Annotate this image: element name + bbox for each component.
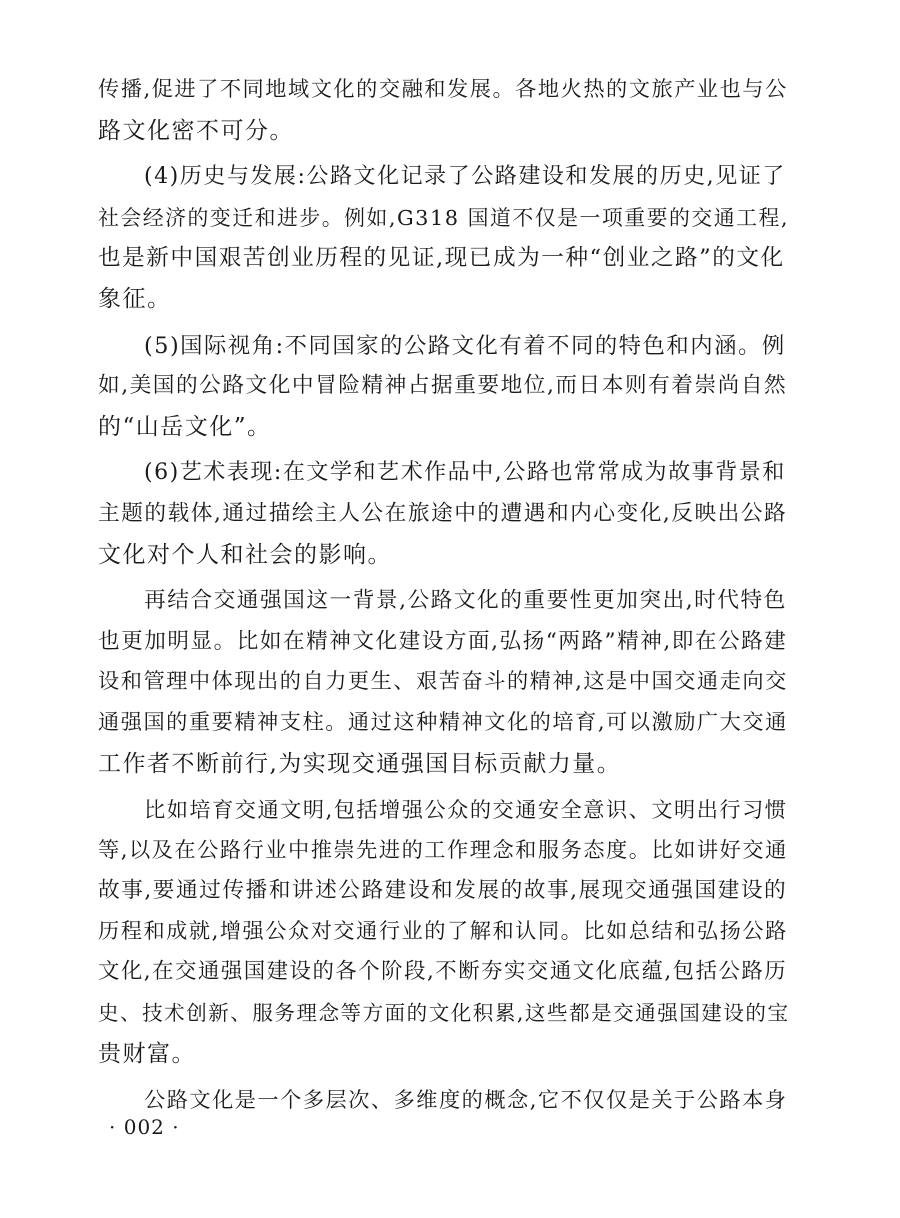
- text-line: 史、技术创新、服务理念等方面的文化积累,这些都是交通强国建设的宝: [98, 1001, 790, 1026]
- text-line: 也更加明显。比如在精神文化建设方面,弘扬“两路”精神,即在公路建: [98, 628, 788, 654]
- paragraph-history-development: [98, 157, 788, 319]
- text-line: 故事,要通过传播和讲述公路建设和发展的故事,展现交通强国建设的: [98, 878, 788, 904]
- text-line: 文化对个人和社会的影响。: [98, 541, 392, 568]
- text-line: 社会经济的变迁和进步。例如,G318 国道不仅是一项重要的交通工程,: [98, 205, 790, 230]
- text-line: 传播,促进了不同地域文化的交融和发展。各地火热的文旅产业也与公: [98, 77, 788, 102]
- text-line: 比如培育交通文明,包括增强公众的交通安全意识、文明出行习惯: [144, 797, 788, 823]
- paragraph-traffic-civilization: [98, 790, 788, 1074]
- text-line: 历程和成就,增强公众对交通行业的了解和认同。比如总结和弘扬公路: [98, 918, 788, 944]
- paragraph-concept: [98, 1080, 788, 1121]
- text-line: 如,美国的公路文化中冒险精神占据重要地位,而日本则有着崇尚自然: [98, 373, 788, 399]
- text-line: 也是新中国艰苦创业历程的见证,现已成为一种“创业之路”的文化: [98, 245, 785, 272]
- text-line: 象征。: [98, 285, 172, 312]
- text-line: 设和管理中体现出的自力更生、艰苦奋斗的精神,这是中国交通走向交: [98, 669, 788, 695]
- body-text: [98, 70, 788, 1121]
- paragraph-international-perspective: [98, 326, 788, 448]
- text-line: 工作者不断前行,为实现交通强国目标贡献力量。: [98, 750, 622, 777]
- text-line: 通强国的重要精神支柱。通过这种精神文化的培育,可以激励广大交通: [98, 709, 788, 735]
- text-line: (6)艺术表现:在文学和艺术作品中,公路也常常成为故事背景和: [144, 460, 786, 486]
- text-line: 的“山岳文化”。: [98, 413, 272, 440]
- paragraph-transport-power: [98, 581, 788, 784]
- text-line: 再结合交通强国这一背景,公路文化的重要性更加突出,时代特色: [144, 588, 787, 614]
- text-line: (4)历史与发展:公路文化记录了公路建设和发展的历史,见证了: [144, 164, 786, 190]
- text-line: 贵财富。: [98, 1040, 196, 1067]
- page-number: · 002 ·: [109, 1115, 180, 1139]
- text-line: 路文化密不可分。: [98, 117, 294, 144]
- paragraph-continuation: [98, 70, 788, 151]
- text-line: 文化,在交通强国建设的各个阶段,不断夯实交通文化底蕴,包括公路历: [98, 959, 788, 985]
- text-line: (5)国际视角:不同国家的公路文化有着不同的特色和内涵。例: [144, 332, 786, 359]
- text-line: 公路文化是一个多层次、多维度的概念,它不仅仅是关于公路本身: [144, 1087, 788, 1113]
- text-line: 主题的载体,通过描绘主人公在旅途中的遭遇和内心变化,反映出公路: [98, 500, 788, 526]
- text-line: 等,以及在公路行业中推崇先进的工作理念和服务态度。比如讲好交通: [98, 837, 788, 863]
- paragraph-artistic-expression: [98, 453, 788, 575]
